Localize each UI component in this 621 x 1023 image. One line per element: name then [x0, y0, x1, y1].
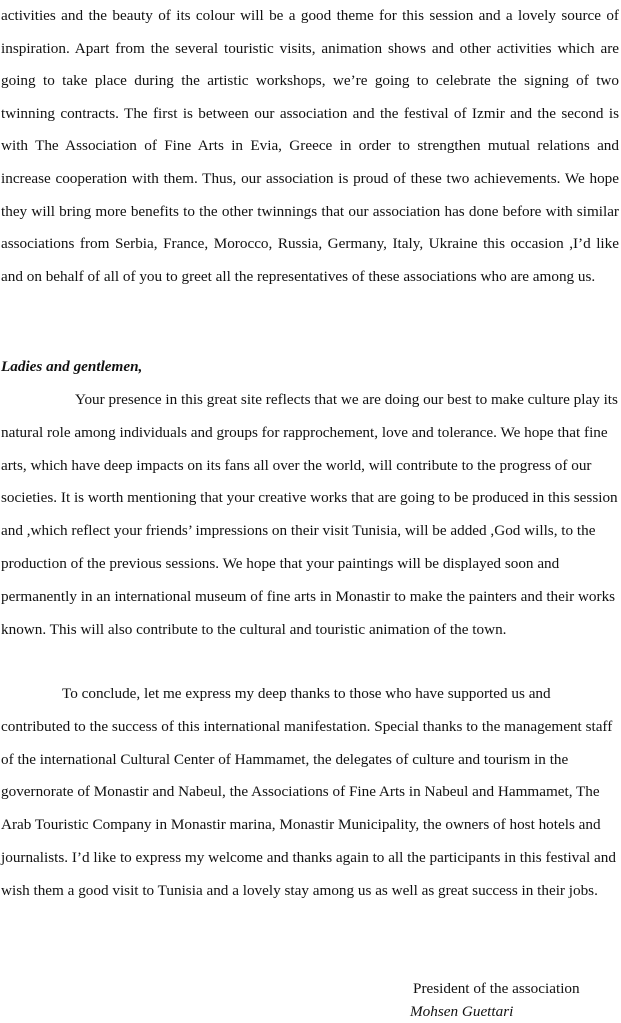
- body-paragraph-3: To conclude, let me express my deep thanks to those who have supported us and contributed to the success of this international manifestation. Special thanks to the management staff of the international Cultural Center of Hammamet, the delegates of culture and tourism in the governorate of Monastir and Nabeul, the Associations of Fine Arts in Nabeul and Hammamet, The Arab Touristic Company in Monastir marina, Monastir Municipality, the owners of host hotels and journalists. I’d like to express my welcome and thanks again to all the participants in this festival and wish them a good visit to Tunisia and a lovely stay among us as well as great success in their jobs.: [1, 685, 616, 899]
- signature-name: Mohsen Guettari: [410, 1003, 514, 1020]
- body-paragraph-1: activities and the beauty of its colour will be a good theme for this session and a lovely source of inspiration. Apart from the several touristic visits, animation shows and other activities which are going to take place during the artistic workshops, we’re going to celebrate the signing of two twinning contracts. The first is between our association and the festival of Izmir and the second is with The Association of Fine Arts in Evia, Greece in order to strengthen mutual relations and increase cooperation with them. Thus, our association is proud of these two achievements. We hope they will bring more benefits to the other twinnings that our association has done before with similar associations from Serbia, France, Morocco, Russia, Germany, Italy, Ukraine this occasion ,I’d like and on behalf of all of you to greet all the representatives of these associations who are among us.: [1, 7, 619, 285]
- body-paragraph-2: Your presence in this great site reflects that we are doing our best to make culture play its natural role among individuals and groups for rapprochement, love and tolerance. We hope that fine arts, which have deep impacts on its fans all over the world, will contribute to the progress of our societies. It is worth mentioning that your creative works that are going to be produced in this session and ,which reflect your friends’ impressions on their visit Tunisia, will be added ,God wills, to the production of the previous sessions. We hope that your paintings will be displayed soon and permanently in an international museum of fine arts in Monastir to make the painters and their works known. This will also contribute to the cultural and touristic animation of the town.: [1, 391, 618, 638]
- signature-title: President of the association: [413, 980, 580, 997]
- salutation: Ladies and gentlemen,: [1, 358, 143, 375]
